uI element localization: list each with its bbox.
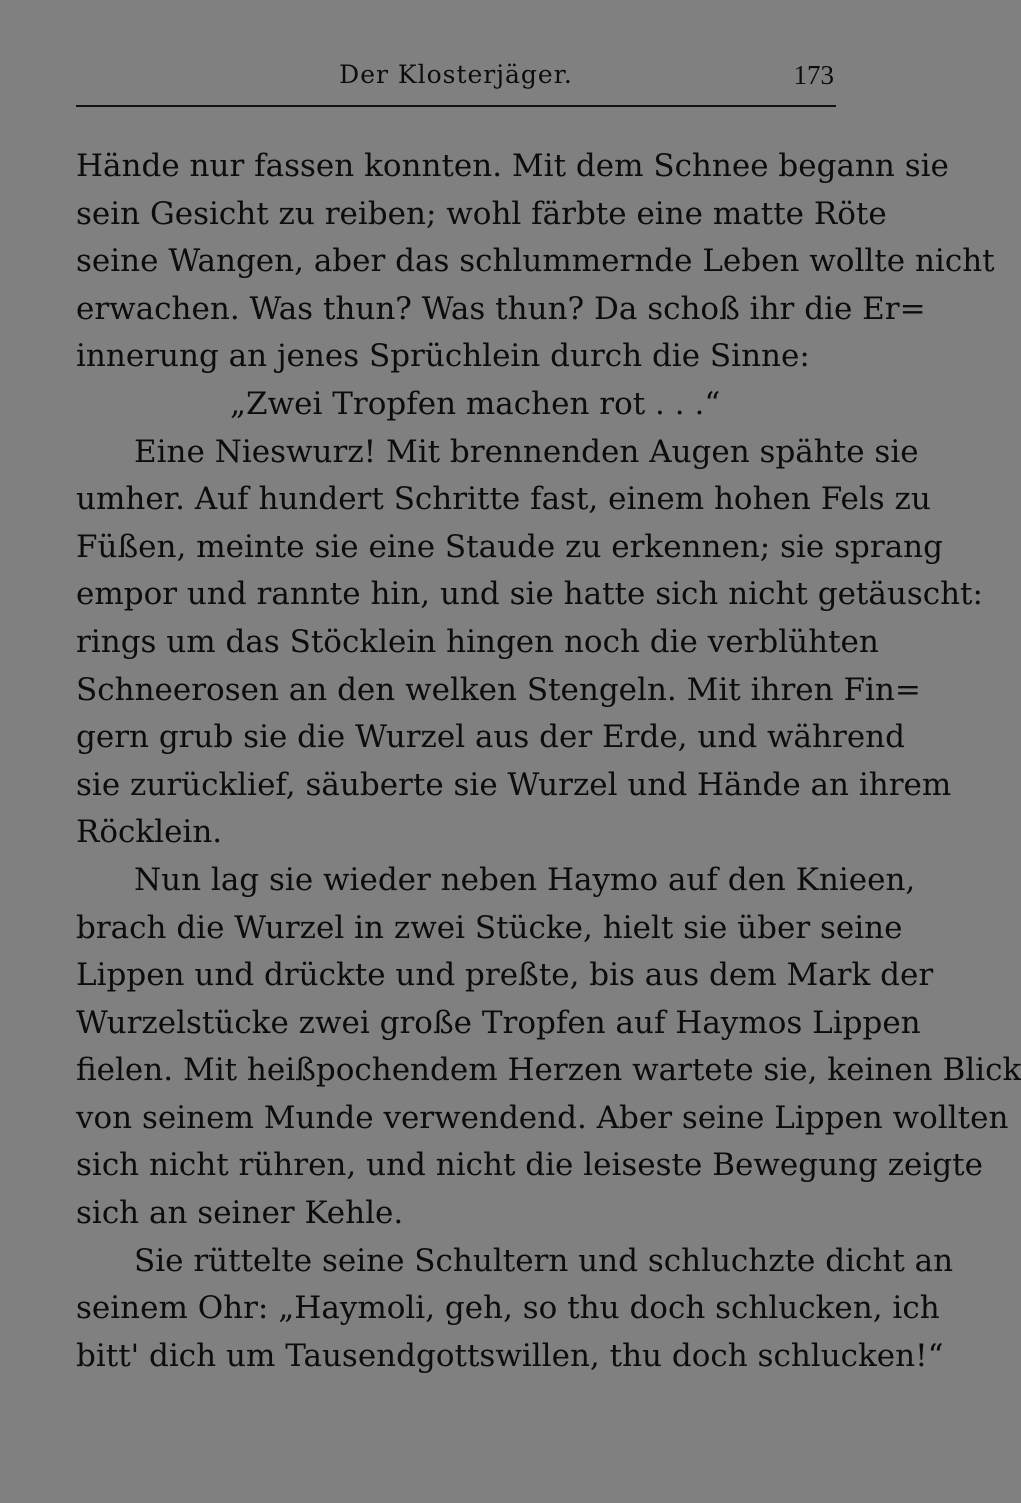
text-line: Röcklein. xyxy=(76,814,223,851)
text-line: Schneerosen an den welken Stengeln. Mit ihren Fin= xyxy=(76,671,921,708)
text-line: sein Gesicht zu reiben; wohl färbte eine matte Röte xyxy=(76,195,887,232)
text-line: seinem Ohr: „Haymoli, geh, so thu doch schlucken, ich xyxy=(76,1290,940,1327)
running-header xyxy=(76,60,836,100)
text-line: sich an seiner Kehle. xyxy=(76,1195,404,1232)
text-line: rings um das Stöcklein hingen noch die verblühten xyxy=(76,623,879,660)
text-line: gern grub sie die Wurzel aus der Erde, und während xyxy=(76,719,905,756)
text-line: von seinem Munde verwendend. Aber seine Lippen wollten xyxy=(76,1099,1009,1136)
text-line: seine Wangen, aber das schlummernde Leben wollte nicht xyxy=(76,243,995,280)
page-number: 173 xyxy=(793,60,834,90)
text-line: bitt' dich um Tausendgottswillen, thu doch schlucken!“ xyxy=(76,1337,944,1374)
text-line: sie zurücklief, säuberte sie Wurzel und Hände an ihrem xyxy=(76,766,952,803)
text-line: Lippen und drückte und preßte, bis aus dem Mark der xyxy=(76,957,934,994)
text-line: Füßen, meinte sie eine Staude zu erkennen; sie sprang xyxy=(76,528,943,565)
text-line: Hände nur fassen konnten. Mit dem Schnee begann sie xyxy=(76,148,949,184)
text-line: sich nicht rühren, und nicht die leiseste Bewegung zeigte xyxy=(76,1147,983,1184)
text-line: innerung an jenes Sprüchlein durch die Sinne: xyxy=(76,338,810,375)
text-line: empor und rannte hin, und sie hatte sich nicht getäuscht: xyxy=(76,576,983,613)
text-line: umher. Auf hundert Schritte fast, einem hohen Fels zu xyxy=(76,481,931,518)
text-line: erwachen. Was thun? Was thun? Da schoß ihr die Er= xyxy=(76,290,926,327)
text-line: Eine Nieswurz! Mit brennenden Augen spähte sie xyxy=(134,433,919,470)
body-text xyxy=(76,143,1021,1380)
text-line: Nun lag sie wieder neben Haymo auf den Knieen, xyxy=(134,861,916,898)
text-line: Wurzelstücke zwei große Tropfen auf Haymos Lippen xyxy=(76,1004,921,1041)
text-line: brach die Wurzel in zwei Stücke, hielt sie über seine xyxy=(76,909,903,946)
text-line: Sie rüttelte seine Schultern und schluchzte dicht an xyxy=(134,1242,954,1279)
text-line: fielen. Mit heißpochendem Herzen wartete sie, keinen Blick xyxy=(76,1052,1021,1089)
running-title: Der Klosterjäger. xyxy=(339,60,573,89)
header-rule xyxy=(76,105,836,107)
verse-line: „Zwei Tropfen machen rot . . .“ xyxy=(230,385,721,422)
